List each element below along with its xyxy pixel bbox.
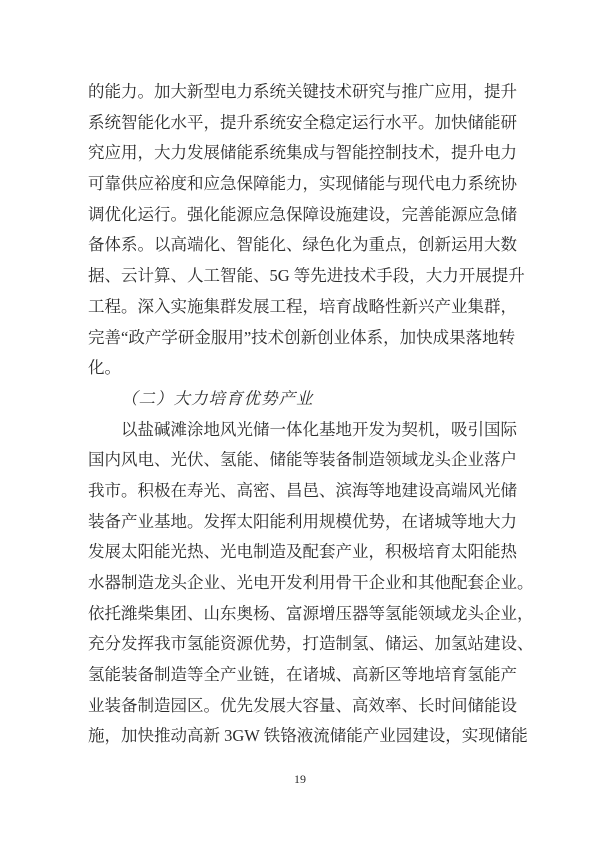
paragraph-line: 调优化运行。强化能源应急保障设施建设，完善能源应急储 [88, 204, 517, 224]
paragraph-line: 备体系。以高端化、智能化、绿色化为重点，创新运用大数 [88, 235, 517, 255]
paragraph-line: 可靠供应裕度和应急保障能力，实现储能与现代电力系统协 [88, 174, 517, 194]
paragraph-line: 氢能装备制造等全产业链，在诸城、高新区等地培育氢能产 [88, 665, 517, 685]
paragraph-line: 以盐碱滩涂地风光储一体化基地开发为契机，吸引国际 [121, 419, 517, 439]
paragraph-line: 水器制造龙头企业、光电开发利用骨干企业和其他配套企业。 [88, 573, 534, 592]
text-column [88, 77, 534, 752]
paragraph-line: 装备产业基地。发挥太阳能利用规模优势，在诸城等地大力 [88, 511, 517, 531]
paragraph-line: 系统智能化水平，提升系统安全稳定运行水平。加快储能研 [88, 112, 517, 132]
paragraph-line: 业装备制造园区。优先发展大容量、高效率、长时间储能设 [88, 695, 517, 715]
paragraph-line: 发展太阳能光热、光电制造及配套产业，积极培育太阳能热 [88, 542, 517, 562]
page-number: 19 [294, 772, 306, 786]
paragraph-line: 依托潍柴集团、山东奥杨、富源增压器等氢能领域龙头企业， [88, 603, 534, 623]
paragraph-line: 完善“政产学研金服用”技术创新创业体系，加快成果落地转 [88, 327, 516, 347]
section-heading: （二）大力培育优势产业 [121, 388, 314, 408]
paragraph-line: 究应用，大力发展储能系统集成与智能控制技术，提升电力 [88, 143, 517, 163]
paragraph-line: 化。 [88, 358, 121, 378]
paragraph-line: 充分发挥我市氢能资源优势，打造制氢、储运、加氢站建设、 [88, 634, 534, 654]
paragraph-line: 我市。积极在寿光、高密、昌邑、滨海等地建设高端风光储 [88, 480, 517, 500]
paragraph-line: 的能力。加大新型电力系统关键技术研究与推广应用，提升 [88, 82, 517, 101]
paragraph-line: 施，加快推动高新 3GW 铁铬液流储能产业园建设，实现储能 [88, 726, 528, 746]
paragraph-line: 据、云计算、人工智能、5G 等先进技术手段，大力开展提升 [88, 266, 525, 286]
paragraph-line: 工程。深入实施集群发展工程，培育战略性新兴产业集群， [88, 296, 517, 316]
paragraph-line: 国内风电、光伏、氢能、储能等装备制造领域龙头企业落户 [88, 450, 517, 470]
